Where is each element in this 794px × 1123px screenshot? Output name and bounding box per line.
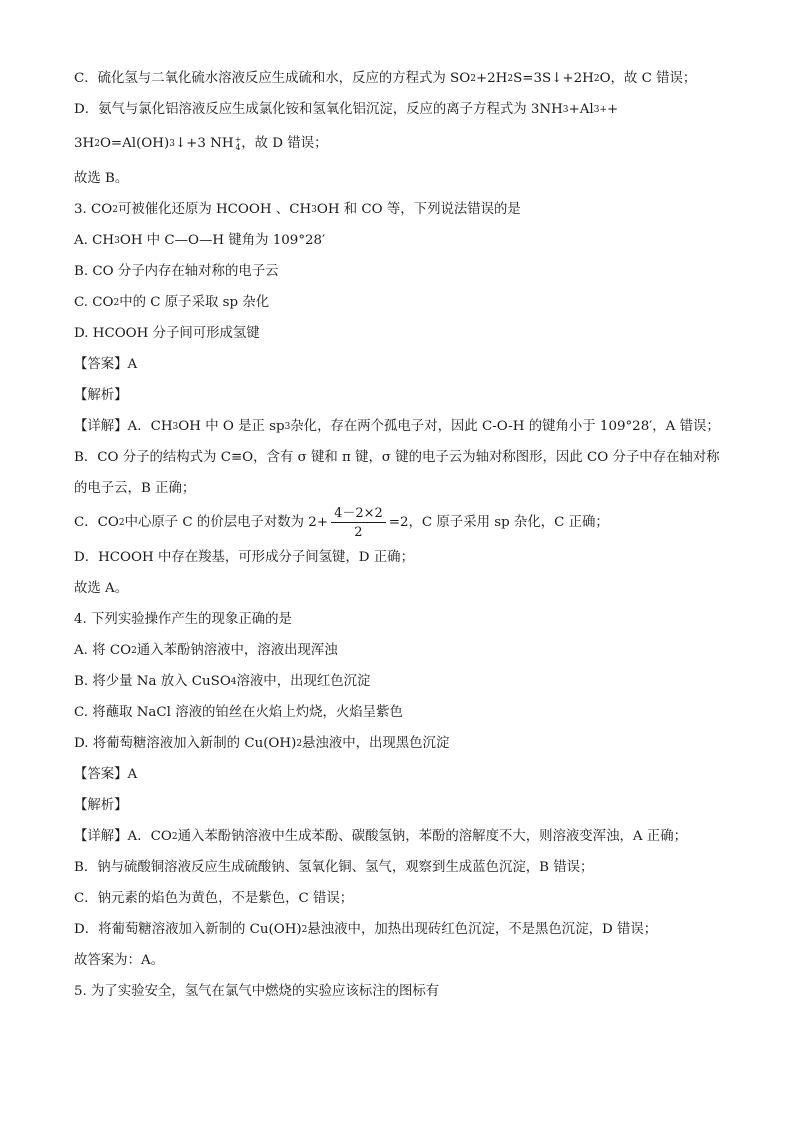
q3-detail-b-line2: 的电子云，B 正确； <box>74 480 196 496</box>
q3-option-c: C. CO 2 中的 C 原子采取 sp 杂化 <box>74 294 270 310</box>
q4-detail-d: D．将葡萄糖溶液加入新制的 Cu(OH) 2 悬浊液中，加热出现砖红色沉淀，不是黑色沉淀，D 错误； <box>74 921 658 937</box>
q3-analysis-label: 【解析】 <box>74 387 128 403</box>
q4-option-a: A. 将 CO 2 通入苯酚钠溶液中，溶液出现浑浊 <box>74 642 338 658</box>
q2-detail-c: C．硫化氢与二氧化硫水溶液反应生成硫和水，反应的方程式为 SO 2 +2H 2 S=3S↓+2H 2 O，故 C 错误； <box>74 70 697 86</box>
q3-answer: 【答案】A <box>74 356 138 372</box>
q3-detail-d: D．HCOOH 中存在羧基，可形成分子间氢键，D 正确； <box>74 549 414 565</box>
q3-conclusion: 故选 A。 <box>74 580 129 596</box>
q5-stem: 5. 为了实验安全，氢气在氯气中燃烧的实验应该标注的图标有 <box>74 983 440 999</box>
q3-option-d: D. HCOOH 分子间可形成氢键 <box>74 325 260 341</box>
q4-detail-b: B．钠与硫酸铜溶液反应生成硫酸钠、氢氧化铜、氢气，观察到生成蓝色沉淀，B 错误； <box>74 859 594 875</box>
q4-detail-a: 【详解】A．CO 2 通入苯酚钠溶液中生成苯酚、碳酸氢钠，苯酚的溶解度不大，则溶液变浑浊，A 正确； <box>74 828 687 844</box>
q4-option-b: B. 将少量 Na 放入 CuSO 4 溶液中，出现红色沉淀 <box>74 673 371 689</box>
q3-option-b: B. CO 分子内存在轴对称的电子云 <box>74 263 279 279</box>
q3-detail-c: C．CO 2 中心原子 C 的价层电子对数为 2+ $\frac{4-2\times 2}{2}$ =2，C 原子采用 sp 杂化，C 正确； <box>74 506 609 540</box>
q3-stem: 3. CO 2 可被催化还原为 HCOOH 、CH 3 OH 和 CO 等，下列说法错误的是 <box>74 201 521 217</box>
document-page <box>74 63 720 1007</box>
q4-option-c: C. 将蘸取 NaCl 溶液的铂丝在火焰上灼烧，火焰呈紫色 <box>74 704 403 720</box>
q4-analysis-label: 【解析】 <box>74 797 128 813</box>
q3-option-a: A. CH 3 OH 中 C—O—H 键角为 109°28′ <box>74 232 326 248</box>
q4-option-d: D. 将葡萄糖溶液加入新制的 Cu(OH) 2 悬浊液中，出现黑色沉淀 <box>74 735 450 751</box>
q2-detail-d-line1: D．氨气与氯化铝溶液反应生成氯化铵和氢氧化铝沉淀，反应的离子方程式为 3NH 3 +Al 3+ + <box>74 101 619 117</box>
q3-detail-a: 【详解】A．CH 3 OH 中 O 是正 sp 3 杂化，存在两个孤电子对，因此 C-O-H 的键角小于 109°28′，A 错误； <box>74 418 720 434</box>
q4-stem: 4. 下列实验操作产生的现象正确的是 <box>74 611 292 627</box>
valence-fraction: $\frac{4-2\times 2}{2}$ <box>331 506 386 540</box>
q4-answer: 【答案】A <box>74 766 138 782</box>
q4-detail-c: C．钠元素的焰色为黄色，不是紫色，C 错误； <box>74 890 354 906</box>
q2-detail-d-line2: 3H 2 O=Al(OH) 3 ↓+3 NH + 4 ，故 D 错误； <box>74 135 328 152</box>
ammonium-charge: + 4 <box>234 135 242 152</box>
q3-detail-b-line1: B．CO 分子的结构式为 C≡O，含有 σ 键和 π 键，σ 键的电子云为轴对称图形，因此 CO 分子中存在轴对称 <box>74 449 720 465</box>
q2-conclusion: 故选 B。 <box>74 170 129 186</box>
q4-conclusion: 故答案为：A。 <box>74 952 165 968</box>
